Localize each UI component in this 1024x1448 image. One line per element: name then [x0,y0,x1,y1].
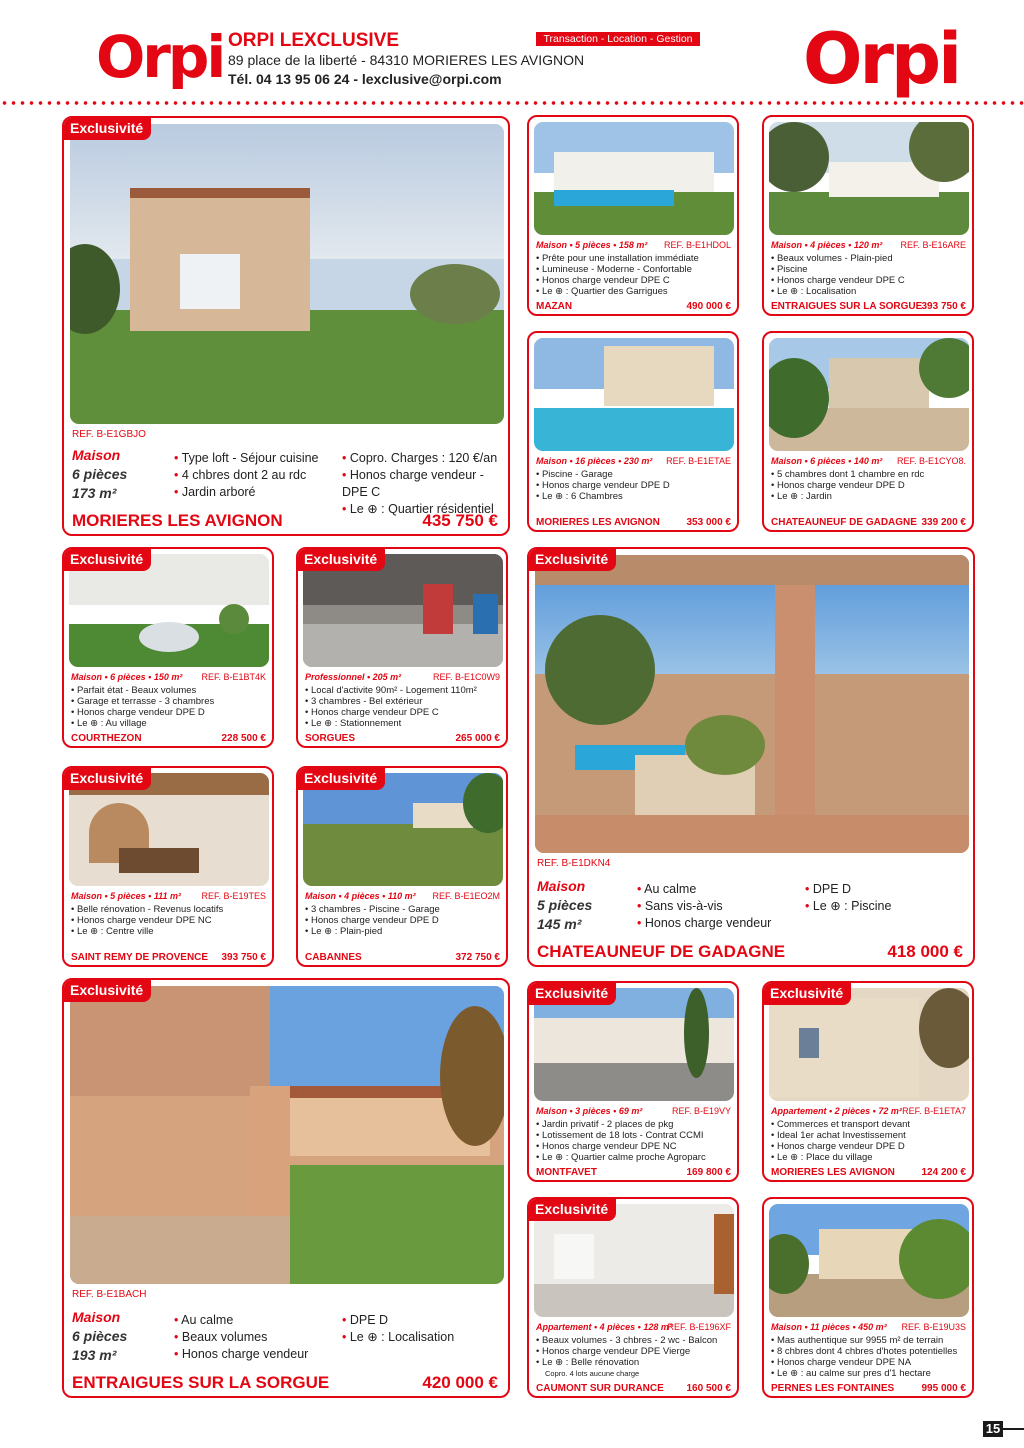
listing-type: Maison [537,878,586,894]
listing-price: 995 000 € [921,1383,966,1394]
listing-type: Appartement • 4 pièces • 128 m² [536,1322,672,1332]
exclusive-badge: Exclusivité [764,983,851,1005]
property-photo [769,338,969,451]
listing-price: 339 200 € [921,517,966,528]
exclusive-badge: Exclusivité [298,549,385,571]
orpi-logo-right: Orpi [803,18,960,100]
exclusive-badge: Exclusivité [298,768,385,790]
listing-city: MORIERES LES AVIGNON [72,511,283,530]
listing-city: MORIERES LES AVIGNON [536,517,660,528]
listing-features: • Commerces et transport devant • Ideal 1er achat Investissement • Honos charge vendeur DPE D • Le ⊕ : Place du village [771,1119,910,1163]
listing-price: 160 500 € [686,1383,731,1394]
listing-city: SORGUES [305,733,356,744]
listing-features: • Parfait état - Beaux volumes • Garage et terrasse - 3 chambres • Honos charge vendeur DPE D • Le ⊕ : Au village [71,685,214,729]
listing-price: 435 750 € [422,511,498,530]
listing-city: CAUMONT SUR DURANCE [536,1383,664,1394]
listing-card[interactable] [62,766,274,967]
listing-type: Maison [72,1309,121,1325]
property-photo [535,555,969,853]
listing-ref: REF. B-E19U3S [901,1322,966,1332]
listing-card[interactable] [527,331,739,532]
listing-price: 420 000 € [422,1373,498,1392]
listing-price: 265 000 € [455,733,500,744]
listing-type: Maison • 4 pièces • 120 m² [771,240,883,250]
listing-price: 353 000 € [686,517,731,528]
listing-features: • Local d'activite 90m² - Logement 110m² • 3 chambres - Bel extérieur • Honos charge vendeur DPE C • Le ⊕ : Stationnement [305,685,477,729]
listing-ref: REF. B-E1C0W9 [432,672,500,682]
agency-name: ORPI LEXCLUSIVE [228,30,400,51]
page-number: 15 [983,1421,1003,1437]
listing-features: • Au calme • Beaux volumes • Honos charge vendeur [174,1312,308,1363]
listing-ref: REF. B-E1CYO8. [896,456,966,466]
listing-city: SAINT REMY DE PROVENCE [71,952,209,963]
listing-rooms: 6 pièces [72,466,128,482]
listing-card[interactable] [296,766,508,967]
listing-card[interactable] [762,115,974,316]
page-number-rule [1003,1428,1024,1430]
listing-features: • 5 chambres dont 1 chambre en rdc • Honos charge vendeur DPE D • Le ⊕ : Jardin [771,469,924,502]
listing-city: CHATEAUNEUF DE GADAGNE [771,517,917,528]
property-photo [769,1204,969,1317]
listing-ref: REF. B-E1BACH [72,1289,147,1300]
listing-features: • Mas authentique sur 9955 m² de terrain • 8 chbres dont 4 chbres d'hotes potentielles • Honos charge vendeur DPE NA • Le ⊕ : au calme sur pres d'1 hectare [771,1335,957,1379]
listing-price: 393 750 € [221,952,266,963]
listing-city: ENTRAIGUES SUR LA SORGUE [72,1373,330,1392]
listing-card[interactable] [762,1197,974,1398]
listing-card[interactable] [762,981,974,1182]
listing-price: 228 500 € [221,733,266,744]
exclusive-badge: Exclusivité [529,983,616,1005]
listing-type: Maison • 6 pièces • 150 m² [71,672,183,682]
exclusive-badge: Exclusivité [64,980,151,1002]
listing-type: Maison • 5 pièces • 158 m² [536,240,648,250]
services-badge: Transaction - Location - Gestion [536,32,700,46]
listing-card[interactable] [527,1197,739,1398]
listing-price: 490 000 € [686,301,731,312]
property-photo [70,986,504,1284]
orpi-logo-left: Orpi [96,23,224,91]
listing-type: Maison [72,447,121,463]
listing-card[interactable] [62,978,510,1398]
listing-card[interactable] [762,331,974,532]
listing-type: Professionnel • 205 m² [305,672,402,682]
listing-note: Copro. 4 lots aucune charge [545,1369,640,1378]
listing-area: 145 m² [537,916,582,932]
listing-type: Maison • 4 pièces • 110 m² [305,891,416,901]
listing-city: ENTRAIGUES SUR LA SORGUE [771,301,923,312]
listing-price: 124 200 € [921,1167,966,1178]
listing-ref: REF. B-E1EO2M [432,891,500,901]
exclusive-badge: Exclusivité [64,768,151,790]
listing-features-2: • DPE D • Le ⊕ : Localisation [342,1312,454,1346]
listing-features-2: • DPE D • Le ⊕ : Piscine [805,881,891,915]
exclusive-badge: Exclusivité [64,118,151,140]
listing-ref: REF. B-E1HDOL [663,240,731,250]
listing-ref: REF. B-E19VY [671,1106,731,1116]
property-photo [534,338,734,451]
listing-card[interactable] [296,547,508,748]
listing-city: MAZAN [536,301,573,312]
exclusive-badge: Exclusivité [529,549,616,571]
listing-price: 393 750 € [921,301,966,312]
listing-features-2: • Copro. Charges : 120 €/an • Honos charge vendeur - DPE C • Le ⊕ : Quartier résidentiel [342,450,508,518]
listing-card[interactable] [527,981,739,1182]
listing-type: Maison • 3 pièces • 69 m² [536,1106,643,1116]
listing-features: • 3 chambres - Piscine - Garage • Honos charge vendeur DPE D • Le ⊕ : Plain-pied [305,904,440,937]
property-photo [769,122,969,235]
property-photo [70,124,504,424]
listing-type: Maison • 16 pièces • 230 m² [536,456,653,466]
listing-type: Maison • 11 pièces • 450 m² [771,1322,887,1332]
listing-type: Appartement • 2 pièces • 72 m² [771,1106,902,1116]
listing-area: 193 m² [72,1347,117,1363]
listing-price: 418 000 € [887,942,963,961]
listing-features: • Au calme • Sans vis-à-vis • Honos charge vendeur [637,881,771,932]
property-photo [534,122,734,235]
listing-ref: REF. B-E1ETA7 [902,1106,966,1116]
exclusive-badge: Exclusivité [64,549,151,571]
listing-card[interactable] [62,116,510,536]
listing-price: 372 750 € [455,952,500,963]
listing-ref: REF. B-E1BT4K [201,672,266,682]
listing-card[interactable] [527,547,975,967]
listing-city: MONTFAVET [536,1167,597,1178]
agency-address: 89 place de la liberté - 84310 MORIERES LES AVIGNON [228,52,585,68]
listing-features: • Beaux volumes - Plain-pied • Piscine • Honos charge vendeur DPE C • Le ⊕ : Localisation [771,253,905,297]
listing-features: • Prête pour une installation immédiate • Lumineuse - Moderne - Confortable • Honos charge vendeur DPE C • Le ⊕ : Quartier des Garrigues [536,253,699,297]
listing-ref: REF. B-E1DKN4 [537,858,611,869]
listing-type: Maison • 5 pièces • 111 m² [71,891,182,901]
listing-rooms: 5 pièces [537,897,593,913]
listing-area: 173 m² [72,485,117,501]
listing-ref: REF. B-E19TES [201,891,266,901]
exclusive-badge: Exclusivité [529,1199,616,1221]
listing-city: MORIERES LES AVIGNON [771,1167,895,1178]
listing-card[interactable] [527,115,739,316]
listing-features: • Beaux volumes - 3 chbres - 2 wc - Balcon • Honos charge vendeur DPE Vierge • Le ⊕ : Belle rénovation [536,1335,717,1368]
dotted-divider [0,100,1024,106]
listing-features: • Piscine - Garage • Honos charge vendeur DPE D • Le ⊕ : 6 Chambres [536,469,670,502]
listing-ref: REF. B-E1GBJO [72,429,146,440]
listing-city: CABANNES [305,952,362,963]
listing-ref: REF. B-E196XF [667,1322,731,1332]
listing-card[interactable] [62,547,274,748]
listing-features: • Belle rénovation - Revenus locatifs • Honos charge vendeur DPE NC • Le ⊕ : Centre ville [71,904,223,937]
listing-city: CHATEAUNEUF DE GADAGNE [537,942,786,961]
listing-ref: REF. B-E16ARE [900,240,966,250]
listing-city: COURTHEZON [71,733,142,744]
listing-rooms: 6 pièces [72,1328,128,1344]
listing-features: • Jardin privatif - 2 places de pkg • Lotissement de 18 lots - Contrat CCMI • Honos charge vendeur DPE NC • Le ⊕ : Quartier calme proche Agroparc [536,1119,706,1163]
listing-features: • Type loft - Séjour cuisine • 4 chbres dont 2 au rdc • Jardin arboré [174,450,319,501]
agency-contact: Tél. 04 13 95 06 24 - lexclusive@orpi.com [228,71,502,87]
listing-price: 169 800 € [686,1167,731,1178]
listing-type: Maison • 6 pièces • 140 m² [771,456,883,466]
listing-ref: REF. B-E1ETAE [666,456,731,466]
listing-city: PERNES LES FONTAINES [771,1383,895,1394]
